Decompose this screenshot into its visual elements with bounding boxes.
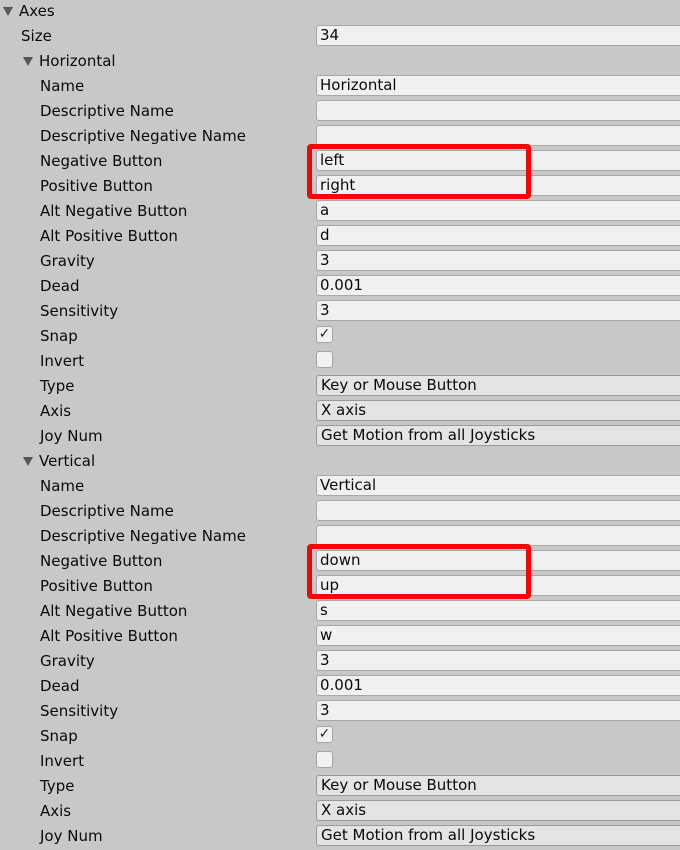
descriptive-name-input[interactable] (316, 100, 680, 121)
sensitivity-label: Sensitivity (40, 702, 119, 720)
snap-label: Snap (40, 727, 78, 745)
vertical-descriptive-name-row (0, 500, 680, 525)
invert-checkbox[interactable] (316, 351, 333, 368)
triangle-down-icon[interactable] (23, 57, 33, 66)
gravity-input[interactable]: 3 (316, 250, 680, 271)
horizontal-positive-button-row (0, 175, 680, 200)
vertical-dead-row (0, 675, 680, 700)
axes-foldout-header[interactable] (0, 0, 680, 25)
axis-group-title: Horizontal (39, 52, 116, 70)
positive-button-input[interactable]: right (316, 175, 680, 196)
vertical-positive-button-row (0, 575, 680, 600)
alt-negative-button-input[interactable]: a (316, 200, 680, 221)
positive-button-label: Positive Button (40, 577, 153, 595)
axis-label: Axis (40, 402, 72, 420)
checkmark-icon: ✓ (318, 726, 331, 742)
axis-vertical-foldout-header[interactable] (0, 450, 680, 475)
dead-label: Dead (40, 277, 80, 295)
joy-num-dropdown[interactable]: Get Motion from all Joysticks (316, 825, 680, 846)
vertical-alt-positive-button-row (0, 625, 680, 650)
dead-input[interactable]: 0.001 (316, 275, 680, 296)
horizontal-axis-row (0, 400, 680, 425)
alt-positive-button-label: Alt Positive Button (40, 227, 178, 245)
horizontal-dead-row (0, 275, 680, 300)
name-label: Name (40, 77, 85, 95)
horizontal-negative-button-row (0, 150, 680, 175)
dead-label: Dead (40, 677, 80, 695)
negative-button-label: Negative Button (40, 152, 163, 170)
axes-title: Axes (19, 2, 55, 20)
gravity-label: Gravity (40, 252, 95, 270)
alt-negative-button-label: Alt Negative Button (40, 202, 188, 220)
gravity-input[interactable]: 3 (316, 650, 680, 671)
horizontal-alt-positive-button-row (0, 225, 680, 250)
alt-positive-button-label: Alt Positive Button (40, 627, 178, 645)
vertical-snap-row (0, 725, 680, 750)
descriptive-name-label: Descriptive Name (40, 502, 174, 520)
descriptive-name-label: Descriptive Name (40, 102, 174, 120)
dead-input[interactable]: 0.001 (316, 675, 680, 696)
joy-num-label: Joy Num (40, 827, 103, 845)
vertical-axis-row (0, 800, 680, 825)
horizontal-snap-row (0, 325, 680, 350)
horizontal-invert-row (0, 350, 680, 375)
vertical-sensitivity-row (0, 700, 680, 725)
negative-button-input[interactable]: down (316, 550, 680, 571)
horizontal-name-row (0, 75, 680, 100)
type-label: Type (40, 377, 75, 395)
positive-button-label: Positive Button (40, 177, 153, 195)
horizontal-alt-negative-button-row (0, 200, 680, 225)
axis-label: Axis (40, 802, 72, 820)
alt-negative-button-input[interactable]: s (316, 600, 680, 621)
vertical-alt-negative-button-row (0, 600, 680, 625)
vertical-negative-button-row (0, 550, 680, 575)
vertical-name-row (0, 475, 680, 500)
axes-size-row (0, 25, 680, 50)
vertical-joy-num-row (0, 825, 680, 850)
invert-label: Invert (40, 352, 85, 370)
vertical-type-row (0, 775, 680, 800)
descriptive-negative-name-label: Descriptive Negative Name (40, 527, 246, 545)
horizontal-joy-num-row (0, 425, 680, 450)
descriptive-negative-name-input[interactable] (316, 125, 680, 146)
size-input[interactable]: 34 (316, 25, 680, 46)
descriptive-negative-name-label: Descriptive Negative Name (40, 127, 246, 145)
horizontal-sensitivity-row (0, 300, 680, 325)
vertical-descriptive-negative-name-row (0, 525, 680, 550)
vertical-invert-row (0, 750, 680, 775)
type-label: Type (40, 777, 75, 795)
positive-button-input[interactable]: up (316, 575, 680, 596)
triangle-down-icon[interactable] (3, 7, 13, 16)
invert-label: Invert (40, 752, 85, 770)
alt-negative-button-label: Alt Negative Button (40, 602, 188, 620)
checkmark-icon: ✓ (318, 326, 331, 342)
vertical-gravity-row (0, 650, 680, 675)
triangle-down-icon[interactable] (23, 457, 33, 466)
alt-positive-button-input[interactable]: d (316, 225, 680, 246)
horizontal-descriptive-negative-name-row (0, 125, 680, 150)
gravity-label: Gravity (40, 652, 95, 670)
axis-dropdown[interactable]: X axis (316, 800, 680, 821)
type-dropdown[interactable]: Key or Mouse Button (316, 775, 680, 796)
negative-button-label: Negative Button (40, 552, 163, 570)
sensitivity-label: Sensitivity (40, 302, 119, 320)
joy-num-dropdown[interactable]: Get Motion from all Joysticks (316, 425, 680, 446)
snap-checkbox[interactable] (316, 326, 333, 343)
alt-positive-button-input[interactable]: w (316, 625, 680, 646)
descriptive-name-input[interactable] (316, 500, 680, 521)
snap-label: Snap (40, 327, 78, 345)
snap-checkbox[interactable] (316, 726, 333, 743)
sensitivity-input[interactable]: 3 (316, 300, 680, 321)
horizontal-gravity-row (0, 250, 680, 275)
joy-num-label: Joy Num (40, 427, 103, 445)
axis-group-title: Vertical (39, 452, 96, 470)
descriptive-negative-name-input[interactable] (316, 525, 680, 546)
horizontal-type-row (0, 375, 680, 400)
horizontal-descriptive-name-row (0, 100, 680, 125)
axis-horizontal-foldout-header[interactable] (0, 50, 680, 75)
name-input[interactable]: Vertical (316, 475, 680, 496)
axis-dropdown[interactable]: X axis (316, 400, 680, 421)
name-label: Name (40, 477, 85, 495)
name-input[interactable]: Horizontal (316, 75, 680, 96)
invert-checkbox[interactable] (316, 751, 333, 768)
type-dropdown[interactable]: Key or Mouse Button (316, 375, 680, 396)
size-label: Size (21, 27, 52, 45)
negative-button-input[interactable]: left (316, 150, 680, 171)
sensitivity-input[interactable]: 3 (316, 700, 680, 721)
